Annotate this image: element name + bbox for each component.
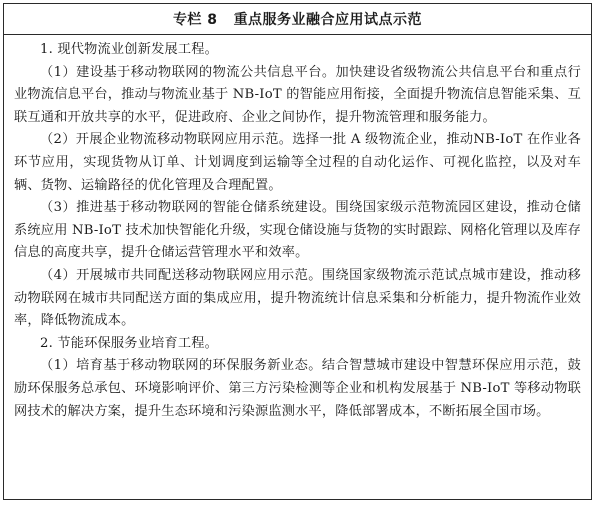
item-lead: （4）开展城市共同配送移动物联网应用示范。 bbox=[40, 267, 322, 283]
item-lead: （3）推进基于移动物联网的智能仓储系统建设。 bbox=[40, 200, 336, 216]
section-heading: 2. 节能环保服务业培育工程。 bbox=[40, 335, 219, 351]
box-label: 专栏 8 bbox=[172, 12, 218, 28]
box-header bbox=[4, 4, 591, 35]
feature-box bbox=[3, 3, 592, 500]
list-item bbox=[14, 197, 581, 265]
section-heading: 1. 现代物流业创新发展工程。 bbox=[40, 42, 219, 57]
item-body: 结合智慧城市建设中智慧环保应用示范，鼓励环保服务总承包、环境影响评价、第三方污染检测等企业和机构发展基于 NB-IoT 等移动物联网技术的解决方案，提升生态环境和污染源监测水平，降低部署成本，不断拓展全国市场。 bbox=[14, 358, 581, 419]
box-content bbox=[4, 35, 591, 423]
item-lead: （2）开展企业物流移动物联网应用示范。 bbox=[40, 132, 293, 148]
box-title: 重点服务业融合应用试点示范 bbox=[233, 12, 423, 28]
item-lead: （1）培育基于移动物联网的环保服务新业态。 bbox=[40, 358, 322, 374]
list-item bbox=[14, 129, 581, 197]
item-body: 围绕国家级示范物流园区建设，推动仓储系统应用 NB-IoT 技术加快智能化升级，实现仓储设施与货物的实时跟踪、网格化管理以及库存信息的高度共享，提升仓储运营管理水平和效率。 bbox=[14, 200, 581, 261]
item-body: 选择一批 A 级物流企业，推动NB-IoT 在作业各环节应用，实现货物从订单、计划调度到运输等全过程的自动化运作、可视化监控，以及对车辆、货物、运输路径的优化管理及合理配置。 bbox=[14, 132, 581, 193]
list-item bbox=[14, 355, 581, 423]
list-item bbox=[14, 265, 581, 333]
list-item bbox=[14, 62, 581, 130]
item-body: 加快建设省级物流公共信息平台和重点行业物流信息平台，推动与物流业基于 NB-IoT 的智能应用衔接，全面提升物流信息智能采集、互联互通和开放共享的水平，促进政府、企业之间协作，提升物流管理和服务能力。 bbox=[14, 64, 581, 125]
item-body: 围绕国家级物流示范试点城市建设，推动移动物联网在城市共同配送方面的集成应用，提升物流统计信息采集和分析能力，提升物流作业效率，降低物流成本。 bbox=[14, 267, 581, 329]
item-lead: （1）建设基于移动物联网的物流公共信息平台。 bbox=[40, 64, 336, 80]
